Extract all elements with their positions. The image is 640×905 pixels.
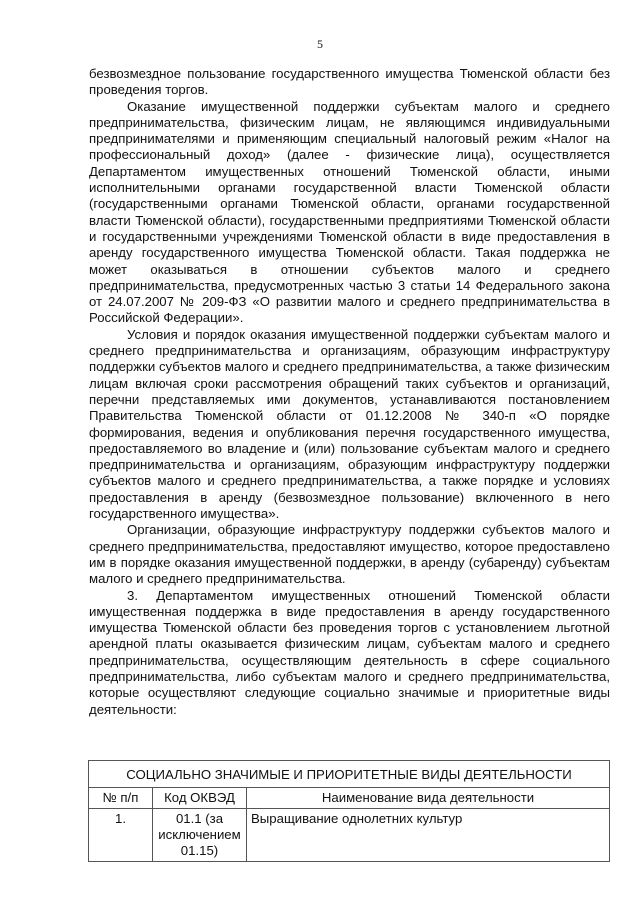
column-header-code: Код ОКВЭД — [153, 788, 247, 809]
okved-code-line: 01.15) — [180, 843, 219, 858]
document-body — [89, 66, 610, 718]
activities-table — [88, 760, 610, 862]
row-number: 1. — [89, 809, 153, 862]
okved-code — [153, 809, 247, 862]
table-title: СОЦИАЛЬНО ЗНАЧИМЫЕ И ПРИОРИТЕТНЫЕ ВИДЫ ДЕЯТЕЛЬНОСТИ — [89, 761, 610, 788]
paragraph: 3. Департаментом имущественных отношений Тюменской области имущественная поддержка в виде предоставления в аренду государственного имущества Тюменской области без проведения торгов с установлением льготной арендной платы оказывается физическим лицам, субъектам малого и среднего предпринимательства, осуществляющим деятельность в сфере социального предпринимательства, либо субъектам малого и среднего предпринимательства, которые осуществляют следующие социально значимые и приоритетные виды деятельности: — [89, 587, 610, 717]
paragraph: Организации, образующие инфраструктуру поддержки субъектов малого и среднего предпринимательства, предоставляют имущество, которое предоставлено им в порядке оказания имущественной поддержки, в аренду (субаренду) субъектам малого и среднего предпринимательства. — [89, 522, 610, 587]
okved-code-line: исключением — [158, 827, 241, 842]
table-header-row — [89, 788, 610, 809]
paragraph: Оказание имущественной поддержки субъектам малого и среднего предпринимательства, физическим лицам, не являющимся индивидуальными предпринимателями и применяющим специальный налоговый режим «Налог на профессиональный доход» (далее - физические лица), осуществляется Департаментом имущественных отношений Тюменской области, иными исполнительными органами государственной власти Тюменской области (государственными органами Тюменской области, органами государственной власти Тюменской области), государственными предприятиями Тюменской области и государственными учреждениями Тюменской области в виде предоставления в аренду государственного имущества Тюменской области. Такая поддержка не может оказываться в отношении субъектов малого и среднего предпринимательства, предусмотренных частью 3 статьи 14 Федерального закона от 24.07.2007 № 209-ФЗ «О развитии малого и среднего предпринимательства в Российской Федерации». — [89, 98, 610, 326]
paragraph: Условия и порядок оказания имущественной поддержки субъектам малого и среднего предпринимательства и организациям, образующим инфраструктуру поддержки субъектов малого и среднего предпринимательства, а также физическим лицам включая сроки рассмотрения обращений таких субъектов и организаций, перечни представляемых ими документов, устанавливаются постановлением Правительства Тюменской области от 01.12.2008 № 340-п «О порядке формирования, ведения и опубликования перечня государственного имущества, предоставляемого во владение и (или) пользование субъектам малого и среднего предпринимательства и организациям, образующим инфраструктуру поддержки субъектов малого и среднего предпринимательства, а также порядке и условиях предоставления в аренду (безвозмездное пользование) включенного в него государственного имущества». — [89, 326, 610, 522]
column-header-number: № п/п — [89, 788, 153, 809]
activity-name: Выращивание однолетних культур — [247, 809, 610, 862]
okved-code-line: 01.1 (за — [175, 811, 224, 826]
paragraph: безвозмездное пользование государственного имущества Тюменской области без проведения торгов. — [89, 66, 610, 98]
table-row — [89, 809, 610, 862]
page-number: 5 — [317, 37, 323, 51]
column-header-name: Наименование вида деятельности — [247, 788, 610, 809]
